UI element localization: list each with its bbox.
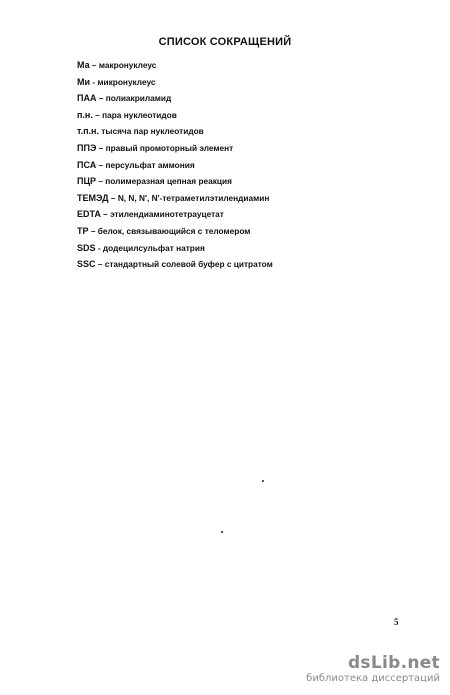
- abbreviation-definition: – этилендиаминотетрауцетат: [100, 209, 224, 220]
- abbreviation-term: EDTA: [77, 209, 101, 220]
- abbreviation-definition: – пара нуклеотидов: [92, 109, 177, 120]
- abbreviation-definition: – макронуклеус: [89, 60, 157, 70]
- abbreviation-list: [77, 57, 377, 273]
- watermark-subtitle: библиотека диссертаций: [306, 673, 440, 684]
- scan-speck: [262, 480, 264, 482]
- abbreviation-term: SDS: [77, 242, 96, 253]
- abbreviation-definition: - микронуклеус: [90, 76, 156, 87]
- list-item: [77, 57, 377, 74]
- abbreviation-term: TP: [77, 225, 89, 236]
- abbreviation-term: ППЭ: [77, 142, 97, 153]
- abbreviation-definition: – N, N, N', N'-тетраметилэтилендиамин: [108, 192, 270, 203]
- abbreviation-term: п.н.: [77, 109, 93, 120]
- abbreviation-definition: – персульфат аммония: [96, 159, 195, 170]
- abbreviation-term: ПАА: [77, 93, 97, 104]
- list-item: [77, 173, 377, 190]
- list-item: [77, 256, 377, 273]
- abbreviation-term: Ми: [77, 76, 91, 87]
- abbreviation-term: ПЦР: [77, 176, 97, 187]
- page-number: 5: [394, 617, 399, 627]
- abbreviation-definition: – правый промоторный элемент: [96, 142, 234, 153]
- watermark-logo: dsLib.net: [347, 653, 440, 673]
- abbreviation-definition: – полимеразная цепная реакция: [96, 176, 232, 187]
- abbreviation-term: ПСА: [77, 159, 97, 170]
- list-item: [77, 90, 377, 107]
- abbreviation-definition: – стандартный солевой буфер с цитратом: [95, 259, 273, 270]
- list-item: [77, 123, 377, 140]
- list-item: [77, 157, 377, 174]
- abbreviation-definition: – белок, связывающийся с теломером: [88, 225, 251, 236]
- list-item: [77, 240, 377, 257]
- abbreviation-term: ТЕМЭД: [77, 192, 109, 203]
- abbreviation-definition: – полиакриламид: [96, 93, 172, 104]
- list-item: [77, 223, 377, 240]
- list-item: [77, 107, 377, 124]
- list-item: [77, 140, 377, 157]
- abbreviation-definition: тысяча пар нуклеотидов: [99, 126, 204, 137]
- watermark[interactable]: [306, 654, 440, 685]
- abbreviation-term: SSC: [77, 259, 96, 270]
- list-item: [77, 206, 377, 223]
- abbreviation-definition: - додецилсульфат натрия: [95, 242, 205, 253]
- scan-speck: [221, 531, 223, 533]
- page-title: СПИСОК СОКРАЩЕНИЙ: [158, 36, 292, 48]
- abbreviation-term: Ма: [77, 60, 90, 70]
- abbreviation-term: т.п.н.: [77, 126, 99, 137]
- list-item: [77, 74, 377, 91]
- list-item: [77, 190, 377, 207]
